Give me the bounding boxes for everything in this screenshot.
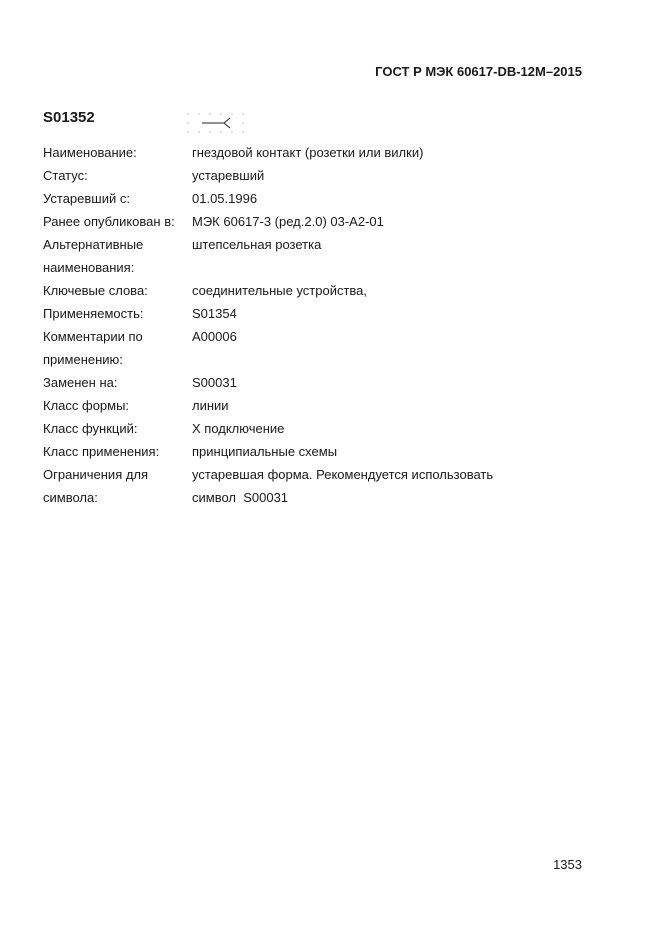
attribute-label: Наименование: (43, 145, 137, 160)
attribute-label: Класс формы: (43, 398, 130, 413)
socket-contact-symbol-icon (186, 112, 248, 134)
attribute-value: штепсельная розетка (192, 237, 322, 252)
attribute-label: Ключевые слова: (43, 283, 148, 298)
attribute-value: гнездовой контакт (розетки или вилки) (192, 145, 424, 160)
attribute-row (43, 279, 493, 302)
attribute-value: 01.05.1996 (192, 191, 258, 206)
attribute-row (43, 187, 493, 210)
attribute-row (43, 141, 493, 164)
attribute-label: Устаревший с: (43, 191, 130, 206)
attribute-label: Заменен на: (43, 375, 118, 390)
attribute-value: устаревший (192, 168, 265, 183)
attribute-label: Комментарии по применению: (43, 329, 143, 367)
attribute-row (43, 417, 493, 440)
attribute-value: принципиальные схемы (192, 444, 338, 459)
attribute-row (43, 164, 493, 187)
attribute-value: МЭК 60617-3 (ред.2.0) 03-A2-01 (192, 214, 384, 229)
page-number: 1353 (553, 857, 582, 872)
attribute-label: Ранее опубликован в: (43, 214, 175, 229)
document-header: ГОСТ Р МЭК 60617-DB-12M–2015 (375, 64, 582, 79)
attribute-label: Применяемость: (43, 306, 144, 321)
attribute-row (43, 394, 493, 417)
attribute-value: S01354 (192, 306, 237, 321)
attribute-value: X подключение (192, 421, 285, 436)
attribute-row (43, 463, 493, 509)
attribute-value: соединительные устройства, (192, 283, 368, 298)
attribute-row (43, 233, 493, 279)
symbol-code: S01352 (43, 109, 95, 126)
attribute-value: S00031 (192, 375, 237, 390)
attribute-label: Альтернативные наименования: (43, 237, 144, 275)
attribute-label: Ограничения для символа: (43, 467, 149, 505)
attribute-value: линии (192, 398, 229, 413)
attribute-value: устаревшая форма. Рекомендуется использовать символ S00031 (192, 467, 494, 505)
symbol-attributes-table (43, 141, 493, 509)
attribute-label: Статус: (43, 168, 88, 183)
attribute-row (43, 210, 493, 233)
attribute-row (43, 302, 493, 325)
attribute-row (43, 440, 493, 463)
attribute-label: Класс функций: (43, 421, 138, 436)
attribute-value: A00006 (192, 329, 237, 344)
attribute-row (43, 325, 493, 371)
attribute-label: Класс применения: (43, 444, 160, 459)
attribute-row (43, 371, 493, 394)
